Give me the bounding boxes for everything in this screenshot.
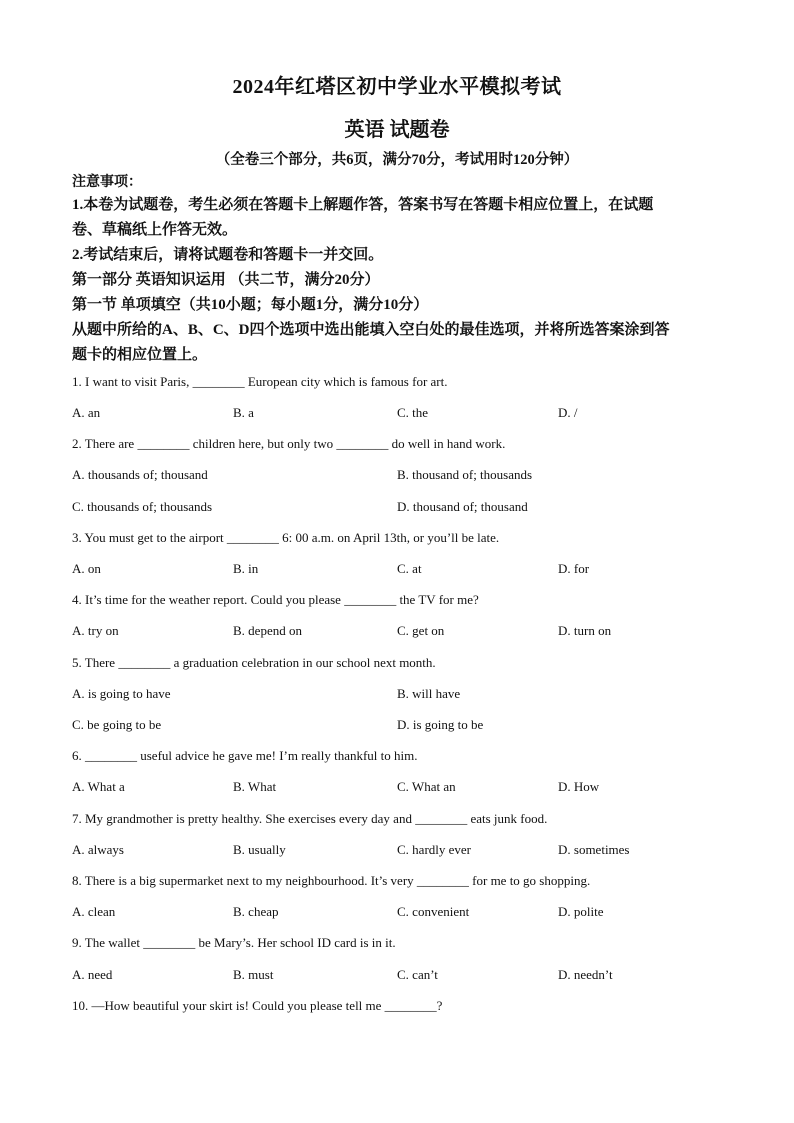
question-3-option-d: D. for bbox=[558, 561, 590, 576]
question-1-option-b: B. a bbox=[233, 405, 254, 420]
question-7-stem: 7. My grandmother is pretty healthy. She exercises every day and ________ eats junk food. bbox=[72, 811, 548, 826]
exam-subtitle: 英语 试题卷 bbox=[344, 119, 450, 141]
question-2-option-c: C. thousands of; thousands bbox=[72, 499, 213, 514]
question-4-stem: 4. It’s time for the weather report. Could you please ________ the TV for me? bbox=[72, 592, 479, 607]
question-2-option-a: A. thousands of; thousand bbox=[72, 467, 208, 482]
question-4-option-c: C. get on bbox=[397, 623, 445, 638]
question-7-option-b: B. usually bbox=[233, 842, 286, 857]
question-2-option-b: B. thousand of; thousands bbox=[397, 467, 533, 482]
question-1-option-d: D. / bbox=[558, 405, 578, 420]
question-5-option-d: D. is going to be bbox=[397, 717, 484, 732]
part-heading: 第一部分 英语知识运用 （共二节，满分20分） bbox=[72, 272, 380, 288]
question-1-option-c: C. the bbox=[397, 405, 429, 420]
note-1-line-1: 1.本卷为试题卷，考生必须在答题卡上解题作答，答案书写在答题卡相应位置上，在试题 bbox=[72, 197, 654, 213]
question-4-option-b: B. depend on bbox=[233, 623, 302, 638]
question-6-option-a: A. What a bbox=[72, 779, 125, 794]
question-3-option-a: A. on bbox=[72, 561, 101, 576]
question-8-stem: 8. There is a big supermarket next to my neighbourhood. It’s very ________ for me to go shopping. bbox=[72, 873, 591, 888]
question-4-option-d: D. turn on bbox=[558, 623, 612, 638]
question-9-option-d: D. needn’t bbox=[558, 967, 613, 982]
question-5-option-b: B. will have bbox=[397, 686, 461, 701]
question-9-option-b: B. must bbox=[233, 967, 274, 982]
question-7-option-d: D. sometimes bbox=[558, 842, 630, 857]
note-1-line-2: 卷、草稿纸上作答无效。 bbox=[72, 222, 238, 238]
notes-heading: 注意事项： bbox=[72, 175, 142, 190]
question-3-stem: 3. You must get to the airport ________ 6: 00 a.m. on April 13th, or you’ll be late. bbox=[72, 530, 500, 545]
note-2: 2.考试结束后，请将试题卷和答题卡一并交回。 bbox=[72, 247, 384, 263]
question-3-option-c: C. at bbox=[397, 561, 422, 576]
question-9-option-c: C. can’t bbox=[397, 967, 438, 982]
exam-title: 2024年红塔区初中学业水平模拟考试 bbox=[232, 76, 562, 98]
question-5-option-a: A. is going to have bbox=[72, 686, 171, 701]
instruction-line-2: 题卡的相应位置上。 bbox=[72, 347, 208, 363]
question-2-option-d: D. thousand of; thousand bbox=[397, 499, 528, 514]
question-9-option-a: A. need bbox=[72, 967, 113, 982]
exam-info: （全卷三个部分，共6页，满分70分，考试用时120分钟） bbox=[215, 152, 579, 168]
question-5-stem: 5. There ________ a graduation celebration in our school next month. bbox=[72, 655, 436, 670]
question-9-stem: 9. The wallet ________ be Mary’s. Her school ID card is in it. bbox=[72, 935, 396, 950]
question-6-option-c: C. What an bbox=[397, 779, 456, 794]
question-7-option-a: A. always bbox=[72, 842, 124, 857]
question-6-option-d: D. How bbox=[558, 779, 600, 794]
question-8-option-b: B. cheap bbox=[233, 904, 279, 919]
question-6-option-b: B. What bbox=[233, 779, 277, 794]
question-8-option-c: C. convenient bbox=[397, 904, 470, 919]
question-2-stem: 2. There are ________ children here, but only two ________ do well in hand work. bbox=[72, 436, 506, 451]
question-6-stem: 6. ________ useful advice he gave me! I’m really thankful to him. bbox=[72, 748, 418, 763]
question-8-option-a: A. clean bbox=[72, 904, 116, 919]
question-1-option-a: A. an bbox=[72, 405, 101, 420]
question-4-option-a: A. try on bbox=[72, 623, 119, 638]
question-10-stem: 10. —How beautiful your skirt is! Could you please tell me ________? bbox=[72, 998, 443, 1013]
instruction-line-1: 从题中所给的A、B、C、D四个选项中选出能填入空白处的最佳选项，并将所选答案涂到答 bbox=[72, 322, 670, 338]
question-3-option-b: B. in bbox=[233, 561, 259, 576]
section-heading: 第一节 单项填空（共10小题；每小题1分，满分10分） bbox=[72, 297, 429, 313]
question-7-option-c: C. hardly ever bbox=[397, 842, 472, 857]
question-1-stem: 1. I want to visit Paris, ________ European city which is famous for art. bbox=[72, 374, 448, 389]
question-8-option-d: D. polite bbox=[558, 904, 604, 919]
question-5-option-c: C. be going to be bbox=[72, 717, 162, 732]
